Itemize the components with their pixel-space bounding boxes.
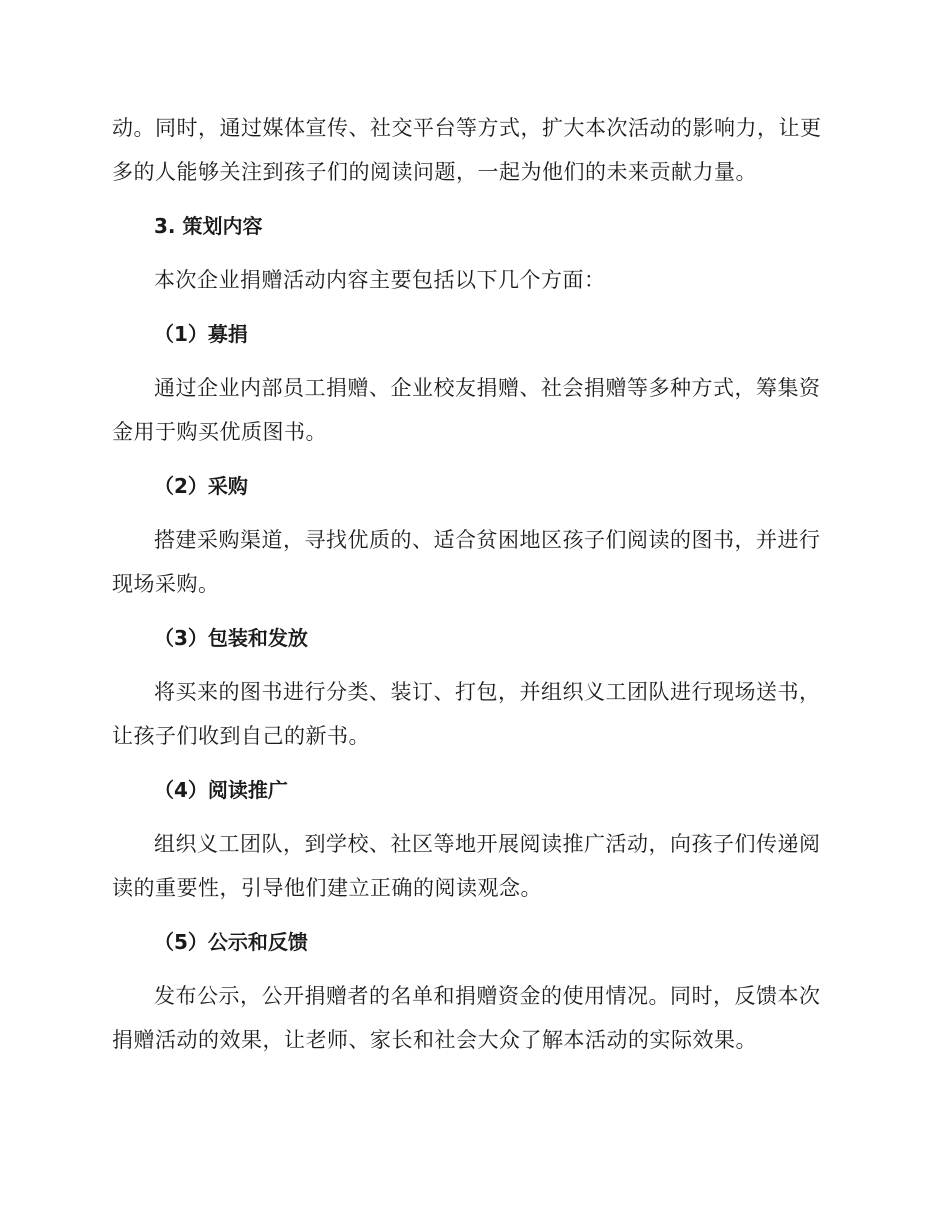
document-page (112, 106, 832, 1062)
item-body-2: 搭建采购渠道，寻找优质的、适合贫困地区孩子们阅读的图书，并进行现场采购。 (112, 528, 821, 596)
section-intro-paragraph: 本次企业捐赠活动内容主要包括以下几个方面： (154, 268, 606, 292)
item-heading-2: （2）采购 (154, 474, 248, 498)
item-body-3: 将买来的图书进行分类、装订、打包，并组织义工团队进行现场送书，让孩子们收到自己的新书。 (112, 680, 821, 748)
item-heading-5: （5）公示和反馈 (154, 930, 308, 954)
item-heading-4: （4）阅读推广 (154, 778, 288, 802)
item-body-5: 发布公示，公开捐赠者的名单和捐赠资金的使用情况。同时，反馈本次捐赠活动的效果，让老师、家长和社会大众了解本活动的实际效果。 (112, 984, 821, 1052)
item-heading-3: （3）包装和发放 (154, 626, 308, 650)
intro-continuation-paragraph: 动。同时，通过媒体宣传、社交平台等方式，扩大本次活动的影响力，让更多的人能够关注到孩子们的阅读问题，一起为他们的未来贡献力量。 (112, 116, 822, 184)
section-heading: 3. 策划内容 (154, 214, 263, 238)
item-body-1: 通过企业内部员工捐赠、企业校友捐赠、社会捐赠等多种方式，筹集资金用于购买优质图书。 (112, 376, 821, 444)
item-heading-1: （1）募捐 (154, 322, 248, 346)
item-body-4: 组织义工团队，到学校、社区等地开展阅读推广活动，向孩子们传递阅读的重要性，引导他们建立正确的阅读观念。 (112, 832, 821, 900)
